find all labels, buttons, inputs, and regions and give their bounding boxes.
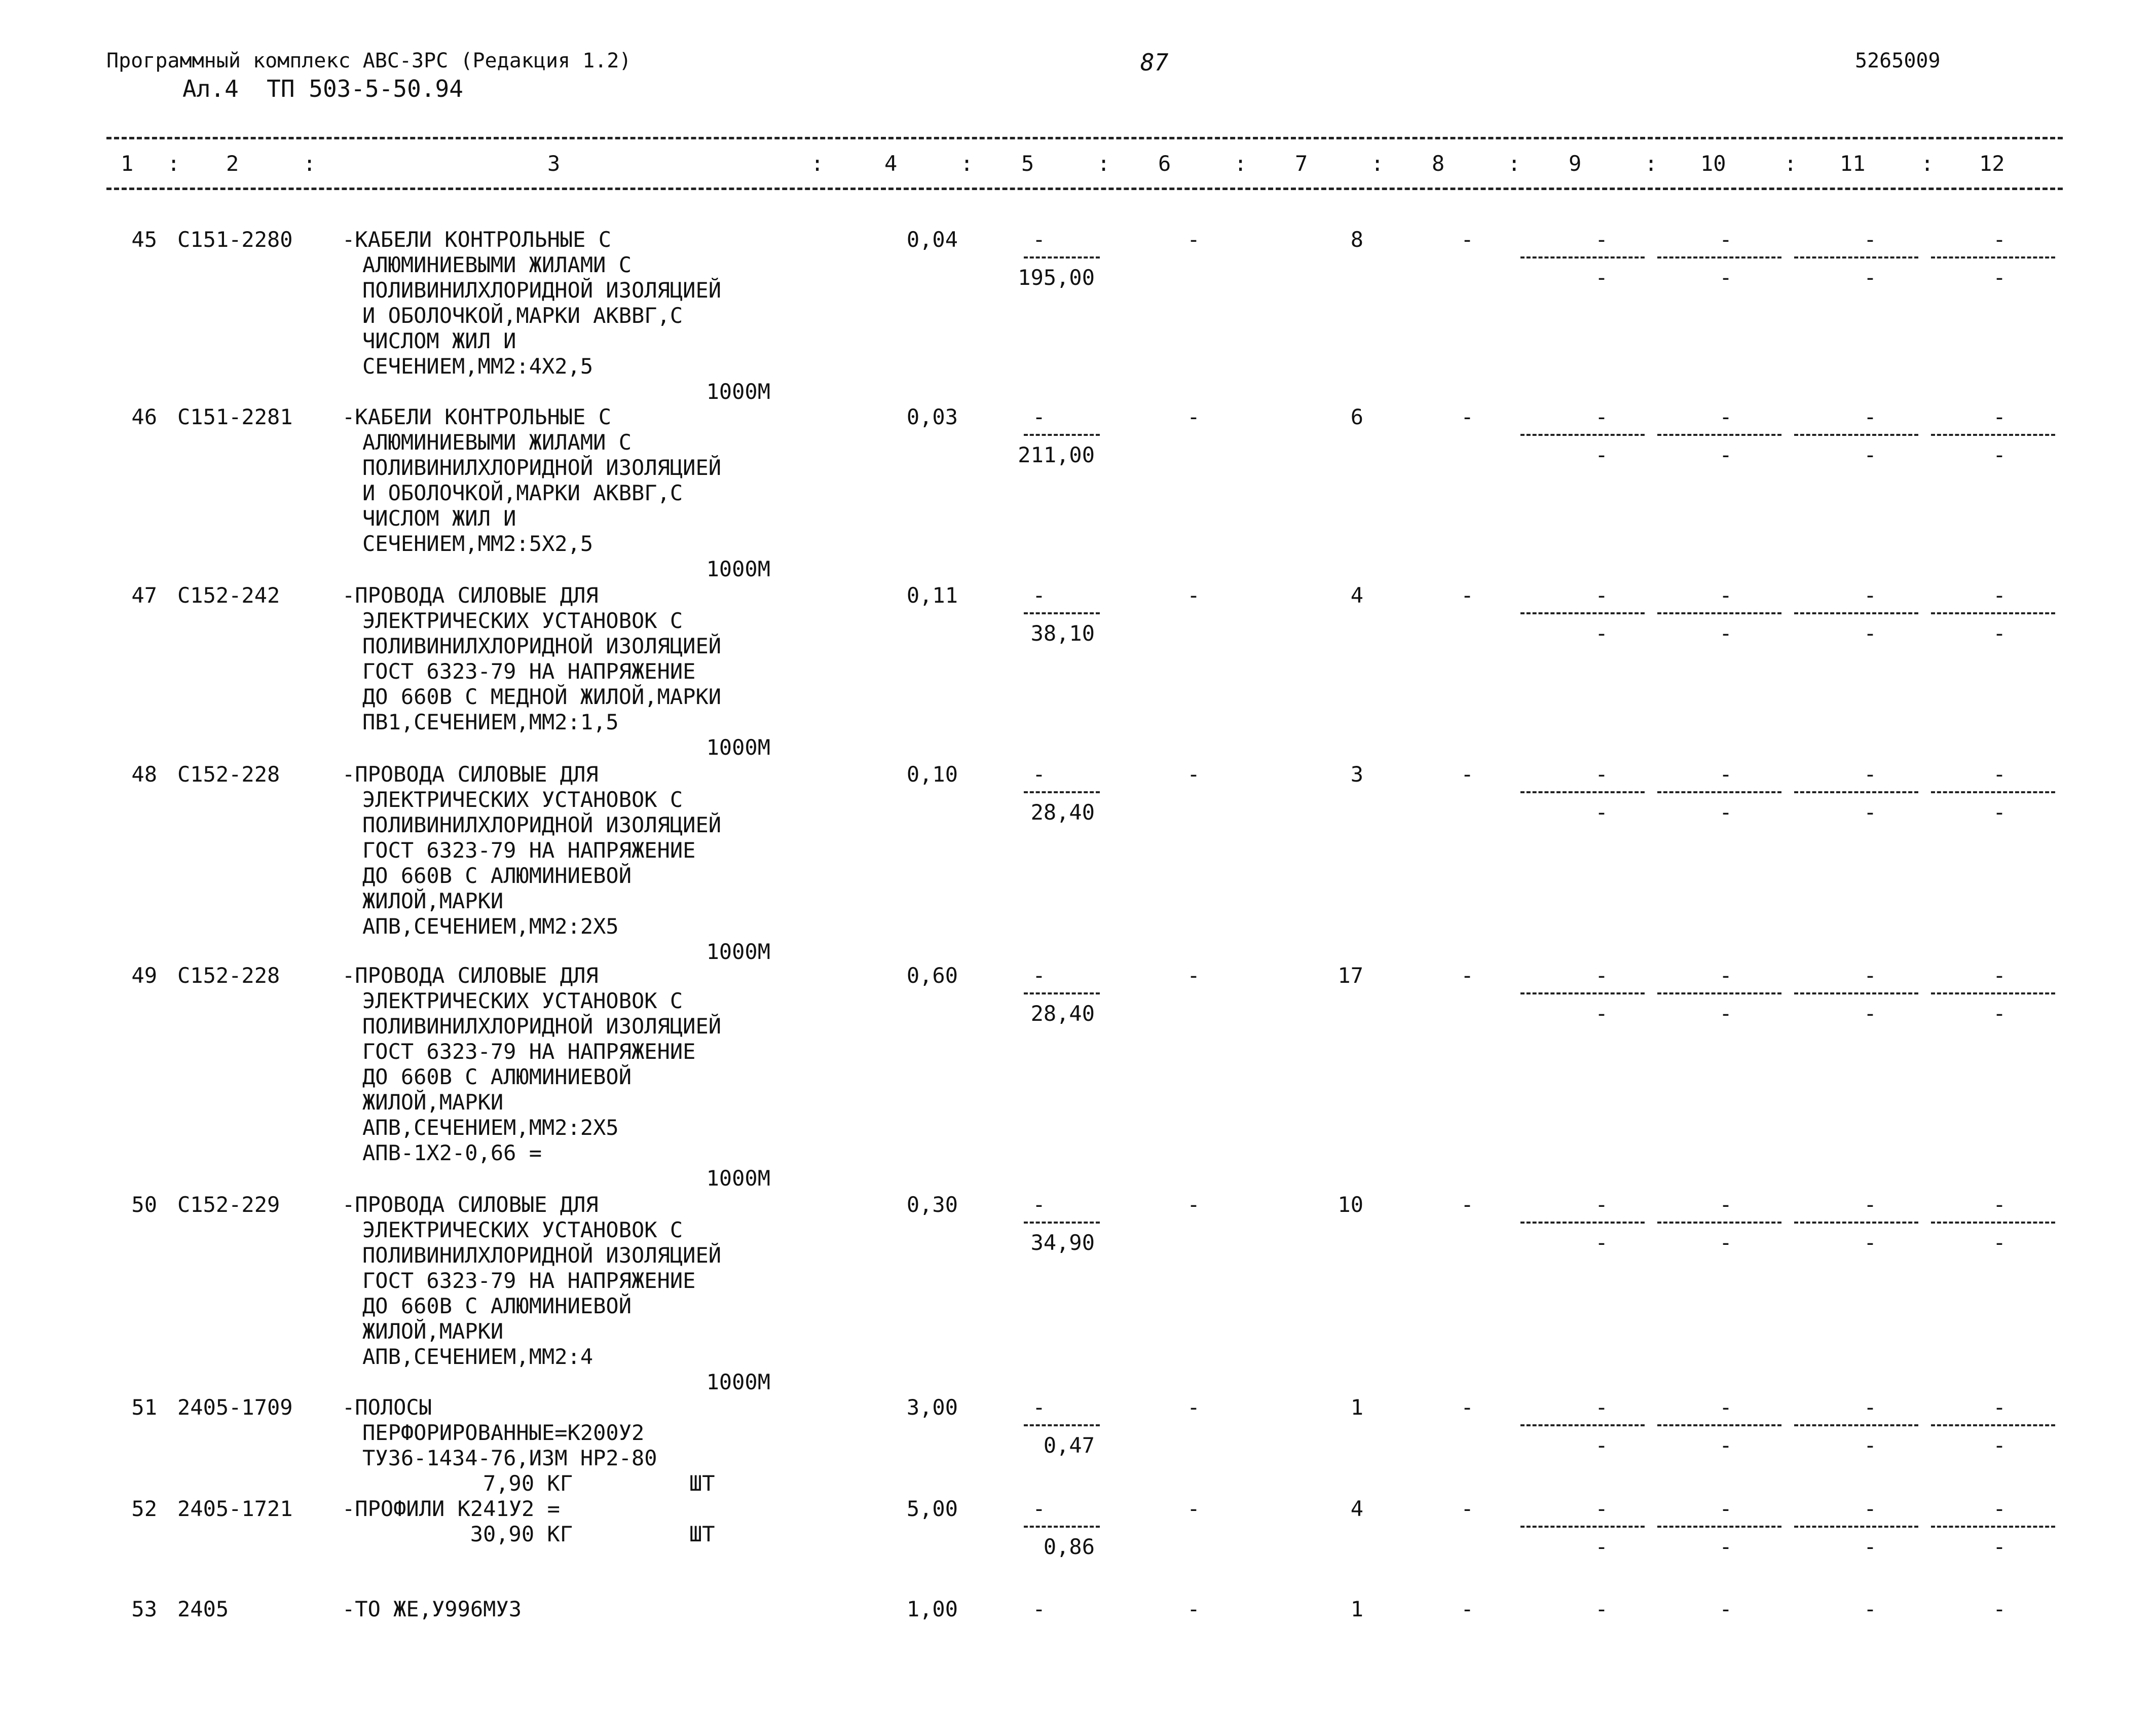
col12-bottom: - xyxy=(1993,800,2006,825)
cell-divider xyxy=(1931,256,2055,258)
col9-top: - xyxy=(1595,1597,1608,1621)
col7-value: 8 xyxy=(1350,227,1363,252)
col11-top: - xyxy=(1864,1192,1877,1217)
item-description-line: АПВ,СЕЧЕНИЕМ,ММ2:4 xyxy=(362,1344,593,1369)
unit-of-measure: 1000М xyxy=(706,1166,770,1191)
cell-divider xyxy=(1931,791,2055,793)
cell-divider xyxy=(1657,1424,1781,1426)
col7-value: 17 xyxy=(1337,963,1363,988)
col9-top: - xyxy=(1595,1395,1608,1420)
col10-top: - xyxy=(1719,963,1732,988)
cell-divider xyxy=(1657,791,1781,793)
item-code: С152-228 xyxy=(177,762,280,787)
cell-divider xyxy=(1520,1424,1645,1426)
cell-divider xyxy=(1520,992,1645,994)
quantity: 5,00 xyxy=(906,1496,958,1521)
col10-bottom: - xyxy=(1719,1001,1732,1026)
cell-divider xyxy=(1024,791,1100,793)
col-1: 1 xyxy=(121,151,134,176)
col6-value: - xyxy=(1187,1395,1200,1420)
col11-bottom: - xyxy=(1864,1001,1877,1026)
col-3: 3 xyxy=(547,151,561,176)
col-4: 4 xyxy=(884,151,898,176)
col12-bottom: - xyxy=(1993,442,2006,467)
cell-divider xyxy=(1931,1424,2055,1426)
item-description-line: -ПРОВОДА СИЛОВЫЕ ДЛЯ xyxy=(342,1192,599,1217)
row-number: 48 xyxy=(131,762,157,787)
item-description-line: АПВ-1Х2-0,66 = xyxy=(362,1140,542,1165)
col12-top: - xyxy=(1993,583,2006,608)
col-sep: : xyxy=(1784,151,1797,176)
item-description-line: ПВ1,СЕЧЕНИЕМ,ММ2:1,5 xyxy=(362,710,619,734)
item-description-line: -КАБЕЛИ КОНТРОЛЬНЫЕ С xyxy=(342,227,612,252)
col12-bottom: - xyxy=(1993,265,2006,290)
col12-top: - xyxy=(1993,1496,2006,1521)
item-description-line: ГОСТ 6323-79 НА НАПРЯЖЕНИЕ xyxy=(362,659,696,684)
col8-value: - xyxy=(1461,1192,1474,1217)
cell-divider xyxy=(1024,1526,1100,1528)
cell-divider xyxy=(1657,256,1781,258)
unit-of-measure: ШТ xyxy=(689,1522,715,1546)
quantity: 0,30 xyxy=(906,1192,958,1217)
col11-bottom: - xyxy=(1864,1230,1877,1255)
col5-top: - xyxy=(1032,1395,1046,1420)
col7-value: 4 xyxy=(1350,583,1363,608)
item-description-line: ЭЛЕКТРИЧЕСКИХ УСТАНОВОК С xyxy=(362,988,683,1013)
cell-divider xyxy=(1794,992,1918,994)
cell-divider xyxy=(1931,434,2055,436)
item-description-line: ДО 660В С АЛЮМИНИЕВОЙ xyxy=(362,1064,632,1089)
item-code: С151-2280 xyxy=(177,227,293,252)
item-code: 2405-1721 xyxy=(177,1496,293,1521)
col6-value: - xyxy=(1187,583,1200,608)
col-5: 5 xyxy=(1021,151,1034,176)
col7-value: 1 xyxy=(1350,1395,1363,1420)
col12-top: - xyxy=(1993,1395,2006,1420)
col5-top: - xyxy=(1032,963,1046,988)
item-description-line: ПЕРФОРИРОВАННЫЕ=К200У2 xyxy=(362,1420,645,1445)
item-description-line: И ОБОЛОЧКОЙ,МАРКИ АКВВГ,С xyxy=(362,303,683,328)
col5-top: - xyxy=(1032,1496,1046,1521)
header-rule-bottom xyxy=(106,188,2063,190)
col11-bottom: - xyxy=(1864,265,1877,290)
col5-top: - xyxy=(1032,227,1046,252)
col12-bottom: - xyxy=(1993,1534,2006,1559)
col11-bottom: - xyxy=(1864,800,1877,825)
col8-value: - xyxy=(1461,762,1474,787)
cell-divider xyxy=(1520,1222,1645,1224)
col8-value: - xyxy=(1461,1597,1474,1621)
row-number: 50 xyxy=(131,1192,157,1217)
item-description-line: ДО 660В С АЛЮМИНИЕВОЙ xyxy=(362,1294,632,1318)
col11-bottom: - xyxy=(1864,621,1877,646)
cell-divider xyxy=(1794,256,1918,258)
cell-divider xyxy=(1520,791,1645,793)
col8-value: - xyxy=(1461,963,1474,988)
item-description-line: -ТО ЖЕ,У996МУ3 xyxy=(342,1597,522,1621)
col10-top: - xyxy=(1719,1395,1732,1420)
col-8: 8 xyxy=(1432,151,1445,176)
cell-divider xyxy=(1794,1526,1918,1528)
unit-of-measure: 1000М xyxy=(706,379,770,404)
col8-value: - xyxy=(1461,227,1474,252)
col5-bottom: 0,47 xyxy=(1043,1433,1095,1458)
cell-divider xyxy=(1794,434,1918,436)
col9-top: - xyxy=(1595,1192,1608,1217)
item-description-line: ЖИЛОЙ,МАРКИ xyxy=(362,1319,504,1344)
col7-value: 4 xyxy=(1350,1496,1363,1521)
col11-top: - xyxy=(1864,1597,1877,1621)
unit-of-measure: 1000М xyxy=(706,1370,770,1394)
col12-top: - xyxy=(1993,1597,2006,1621)
col7-value: 10 xyxy=(1337,1192,1363,1217)
col-sep: : xyxy=(1921,151,1934,176)
col10-bottom: - xyxy=(1719,1230,1732,1255)
cell-divider xyxy=(1024,992,1100,994)
cell-divider xyxy=(1024,1222,1100,1224)
item-description-line: АПВ,СЕЧЕНИЕМ,ММ2:2Х5 xyxy=(362,914,619,939)
col9-top: - xyxy=(1595,404,1608,429)
col5-bottom: 195,00 xyxy=(1018,265,1095,290)
item-description-line: -ПОЛОСЫ xyxy=(342,1395,432,1420)
col5-top: - xyxy=(1032,1597,1046,1621)
item-code: С152-242 xyxy=(177,583,280,608)
col7-value: 3 xyxy=(1350,762,1363,787)
col11-top: - xyxy=(1864,404,1877,429)
col6-value: - xyxy=(1187,404,1200,429)
cell-divider xyxy=(1931,612,2055,614)
col9-bottom: - xyxy=(1595,1001,1608,1026)
quantity: 0,03 xyxy=(906,404,958,429)
item-description-line: И ОБОЛОЧКОЙ,МАРКИ АКВВГ,С xyxy=(362,481,683,505)
row-number: 47 xyxy=(131,583,157,608)
item-description-line: СЕЧЕНИЕМ,ММ2:5Х2,5 xyxy=(362,531,593,556)
col9-top: - xyxy=(1595,1496,1608,1521)
cell-divider xyxy=(1794,612,1918,614)
item-description-line: ПОЛИВИНИЛХЛОРИДНОЙ ИЗОЛЯЦИЕЙ xyxy=(362,278,722,303)
col12-top: - xyxy=(1993,404,2006,429)
col9-bottom: - xyxy=(1595,621,1608,646)
item-description-line: СЕЧЕНИЕМ,ММ2:4Х2,5 xyxy=(362,354,593,379)
quantity: 1,00 xyxy=(906,1597,958,1621)
unit-of-measure: 1000М xyxy=(706,939,770,964)
col5-bottom: 28,40 xyxy=(1030,1001,1095,1026)
col-10: 10 xyxy=(1700,151,1726,176)
item-description-line: ПОЛИВИНИЛХЛОРИДНОЙ ИЗОЛЯЦИЕЙ xyxy=(362,1014,722,1039)
cell-divider xyxy=(1657,612,1781,614)
col5-bottom: 28,40 xyxy=(1030,800,1095,825)
cell-divider xyxy=(1024,1424,1100,1426)
col9-top: - xyxy=(1595,227,1608,252)
col-6: 6 xyxy=(1158,151,1171,176)
quantity: 0,10 xyxy=(906,762,958,787)
item-description-line: -ПРОВОДА СИЛОВЫЕ ДЛЯ xyxy=(342,583,599,608)
col12-bottom: - xyxy=(1993,621,2006,646)
col-2: 2 xyxy=(226,151,239,176)
item-description-line: ТУ36-1434-76,ИЗМ НР2-80 xyxy=(362,1446,657,1470)
cell-divider xyxy=(1520,256,1645,258)
col-9: 9 xyxy=(1569,151,1582,176)
col8-value: - xyxy=(1461,404,1474,429)
col5-top: - xyxy=(1032,1192,1046,1217)
col10-bottom: - xyxy=(1719,1534,1732,1559)
header-rule-top xyxy=(106,137,2063,139)
unit-of-measure: ШТ xyxy=(689,1471,715,1496)
cell-divider xyxy=(1520,612,1645,614)
cell-divider xyxy=(1794,791,1918,793)
col12-bottom: - xyxy=(1993,1001,2006,1026)
item-description-line: АЛЮМИНИЕВЫМИ ЖИЛАМИ С xyxy=(362,252,632,277)
col12-top: - xyxy=(1993,762,2006,787)
row-number: 49 xyxy=(131,963,157,988)
col11-top: - xyxy=(1864,762,1877,787)
col8-value: - xyxy=(1461,1496,1474,1521)
col8-value: - xyxy=(1461,1395,1474,1420)
col6-value: - xyxy=(1187,227,1200,252)
col11-bottom: - xyxy=(1864,442,1877,467)
item-description-line: -ПРОФИЛИ К241У2 = xyxy=(342,1496,560,1521)
col10-bottom: - xyxy=(1719,621,1732,646)
col10-top: - xyxy=(1719,1496,1732,1521)
col10-top: - xyxy=(1719,404,1732,429)
col10-bottom: - xyxy=(1719,265,1732,290)
cell-divider xyxy=(1024,434,1100,436)
col12-top: - xyxy=(1993,227,2006,252)
col9-bottom: - xyxy=(1595,1230,1608,1255)
col11-bottom: - xyxy=(1864,1433,1877,1458)
col9-top: - xyxy=(1595,762,1608,787)
col12-bottom: - xyxy=(1993,1230,2006,1255)
col12-top: - xyxy=(1993,963,2006,988)
row-number: 53 xyxy=(131,1597,157,1621)
col9-top: - xyxy=(1595,583,1608,608)
col9-bottom: - xyxy=(1595,442,1608,467)
row-number: 46 xyxy=(131,404,157,429)
col9-bottom: - xyxy=(1595,1534,1608,1559)
col9-top: - xyxy=(1595,963,1608,988)
col10-bottom: - xyxy=(1719,800,1732,825)
col10-top: - xyxy=(1719,1192,1732,1217)
item-description-line: -ПРОВОДА СИЛОВЫЕ ДЛЯ xyxy=(342,963,599,988)
item-description-line: ЭЛЕКТРИЧЕСКИХ УСТАНОВОК С xyxy=(362,608,683,633)
item-weight: 7,90 КГ xyxy=(482,1471,573,1496)
col-12: 12 xyxy=(1979,151,2005,176)
item-description-line: ЧИСЛОМ ЖИЛ И xyxy=(362,506,516,531)
col5-bottom: 211,00 xyxy=(1018,442,1095,467)
col10-bottom: - xyxy=(1719,1433,1732,1458)
item-description-line: ГОСТ 6323-79 НА НАПРЯЖЕНИЕ xyxy=(362,1039,696,1064)
col7-value: 6 xyxy=(1350,404,1363,429)
col10-top: - xyxy=(1719,762,1732,787)
col6-value: - xyxy=(1187,1597,1200,1621)
item-description-line: ПОЛИВИНИЛХЛОРИДНОЙ ИЗОЛЯЦИЕЙ xyxy=(362,455,722,480)
item-code: С151-2281 xyxy=(177,404,293,429)
quantity: 0,04 xyxy=(906,227,958,252)
col-11: 11 xyxy=(1840,151,1866,176)
item-code: 2405-1709 xyxy=(177,1395,293,1420)
col-sep: : xyxy=(1508,151,1521,176)
item-description-line: ГОСТ 6323-79 НА НАПРЯЖЕНИЕ xyxy=(362,838,696,863)
col6-value: - xyxy=(1187,963,1200,988)
col5-top: - xyxy=(1032,762,1046,787)
item-code: С152-229 xyxy=(177,1192,280,1217)
item-description-line: ЭЛЕКТРИЧЕСКИХ УСТАНОВОК С xyxy=(362,1217,683,1242)
col-sep: : xyxy=(167,151,180,176)
cell-divider xyxy=(1931,1222,2055,1224)
col5-bottom: 34,90 xyxy=(1030,1230,1095,1255)
col5-top: - xyxy=(1032,404,1046,429)
cell-divider xyxy=(1024,256,1100,258)
item-description-line: ПОЛИВИНИЛХЛОРИДНОЙ ИЗОЛЯЦИЕЙ xyxy=(362,1243,722,1268)
col-sep: : xyxy=(1645,151,1658,176)
col9-bottom: - xyxy=(1595,800,1608,825)
col8-value: - xyxy=(1461,583,1474,608)
col10-bottom: - xyxy=(1719,442,1732,467)
col10-top: - xyxy=(1719,227,1732,252)
col9-bottom: - xyxy=(1595,265,1608,290)
col12-top: - xyxy=(1993,1192,2006,1217)
row-number: 45 xyxy=(131,227,157,252)
col7-value: 1 xyxy=(1350,1597,1363,1621)
cell-divider xyxy=(1024,612,1100,614)
album-reference: Ал.4 ТП 503-5-50.94 xyxy=(182,75,463,102)
col10-top: - xyxy=(1719,583,1732,608)
item-code: 2405 xyxy=(177,1597,229,1621)
item-description-line: ПОЛИВИНИЛХЛОРИДНОЙ ИЗОЛЯЦИЕЙ xyxy=(362,812,722,837)
col6-value: - xyxy=(1187,1192,1200,1217)
item-description-line: ПОЛИВИНИЛХЛОРИДНОЙ ИЗОЛЯЦИЕЙ xyxy=(362,634,722,658)
col-sep: : xyxy=(303,151,316,176)
col6-value: - xyxy=(1187,1496,1200,1521)
col11-top: - xyxy=(1864,583,1877,608)
row-number: 52 xyxy=(131,1496,157,1521)
col5-bottom: 0,86 xyxy=(1043,1534,1095,1559)
col-sep: : xyxy=(1097,151,1110,176)
col5-top: - xyxy=(1032,583,1046,608)
cell-divider xyxy=(1520,1526,1645,1528)
col10-top: - xyxy=(1719,1597,1732,1621)
col12-bottom: - xyxy=(1993,1433,2006,1458)
item-description-line: -КАБЕЛИ КОНТРОЛЬНЫЕ С xyxy=(342,404,612,429)
unit-of-measure: 1000М xyxy=(706,557,770,581)
quantity: 3,00 xyxy=(906,1395,958,1420)
col9-bottom: - xyxy=(1595,1433,1608,1458)
cell-divider xyxy=(1931,1526,2055,1528)
item-description-line: ЖИЛОЙ,МАРКИ xyxy=(362,889,504,913)
item-code: С152-228 xyxy=(177,963,280,988)
col11-top: - xyxy=(1864,963,1877,988)
document-code: 5265009 xyxy=(1855,49,1941,72)
row-number: 51 xyxy=(131,1395,157,1420)
cell-divider xyxy=(1794,1424,1918,1426)
col5-bottom: 38,10 xyxy=(1030,621,1095,646)
cell-divider xyxy=(1520,434,1645,436)
cell-divider xyxy=(1657,1222,1781,1224)
unit-of-measure: 1000М xyxy=(706,735,770,760)
col6-value: - xyxy=(1187,762,1200,787)
col-sep: : xyxy=(960,151,974,176)
cell-divider xyxy=(1657,434,1781,436)
item-description-line: ЖИЛОЙ,МАРКИ xyxy=(362,1090,504,1115)
cell-divider xyxy=(1657,992,1781,994)
col11-bottom: - xyxy=(1864,1534,1877,1559)
col-sep: : xyxy=(811,151,824,176)
cell-divider xyxy=(1794,1222,1918,1224)
quantity: 0,60 xyxy=(906,963,958,988)
program-title: Программный комплекс АВС-3РС (Редакция 1.2) xyxy=(106,49,631,72)
item-description-line: ГОСТ 6323-79 НА НАПРЯЖЕНИЕ xyxy=(362,1268,696,1293)
cell-divider xyxy=(1657,1526,1781,1528)
col-7: 7 xyxy=(1295,151,1308,176)
item-description-line: -ПРОВОДА СИЛОВЫЕ ДЛЯ xyxy=(342,762,599,787)
item-weight: 30,90 КГ xyxy=(470,1522,573,1546)
col11-top: - xyxy=(1864,1395,1877,1420)
item-description-line: ДО 660В С МЕДНОЙ ЖИЛОЙ,МАРКИ xyxy=(362,684,722,709)
cell-divider xyxy=(1931,992,2055,994)
item-description-line: АЛЮМИНИЕВЫМИ ЖИЛАМИ С xyxy=(362,430,632,455)
page-number: 87 xyxy=(1140,49,1169,76)
item-description-line: ДО 660В С АЛЮМИНИЕВОЙ xyxy=(362,863,632,888)
quantity: 0,11 xyxy=(906,583,958,608)
col11-top: - xyxy=(1864,1496,1877,1521)
item-description-line: ЭЛЕКТРИЧЕСКИХ УСТАНОВОК С xyxy=(362,787,683,812)
item-description-line: АПВ,СЕЧЕНИЕМ,ММ2:2Х5 xyxy=(362,1115,619,1140)
col-sep: : xyxy=(1371,151,1384,176)
item-description-line: ЧИСЛОМ ЖИЛ И xyxy=(362,328,516,353)
col11-top: - xyxy=(1864,227,1877,252)
col-sep: : xyxy=(1234,151,1247,176)
